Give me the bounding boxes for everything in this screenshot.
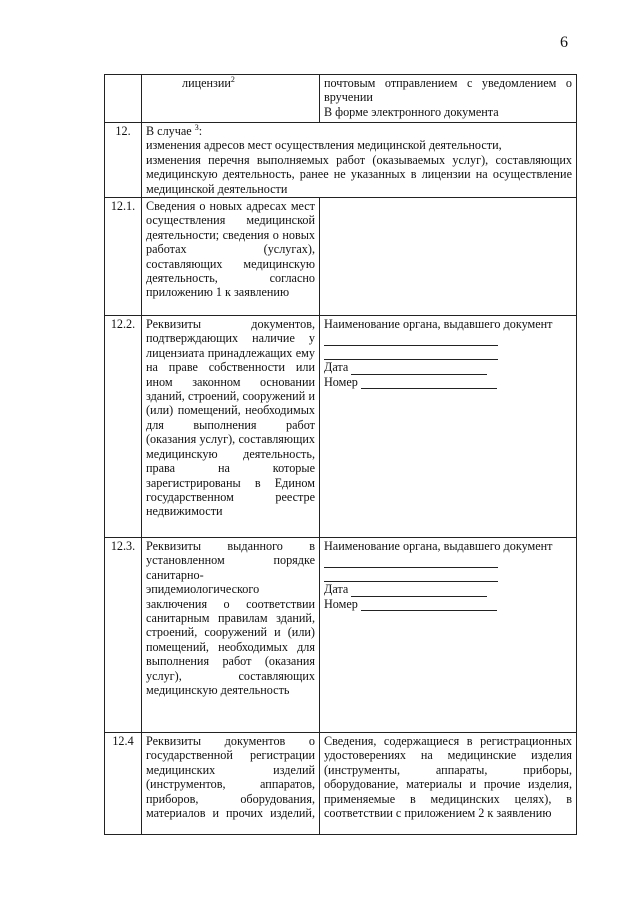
table-row-12-1 [105, 198, 577, 316]
number-input-line[interactable] [361, 377, 497, 389]
row-number: 12.3. [105, 538, 142, 733]
table-row-12-2 [105, 316, 577, 538]
license-label: лицензии [182, 76, 231, 90]
delivery-by-mail: почтовым отправлением с уведомлением о вручении [324, 76, 572, 105]
row-number: 12.2. [105, 316, 142, 538]
date-input-line[interactable] [351, 363, 487, 375]
issuer-input-line-1[interactable] [324, 334, 498, 346]
left-cell [142, 75, 320, 123]
row-number-cell [105, 75, 142, 123]
delivery-electronic: В форме электронного документа [324, 104, 499, 119]
page-number: 6 [560, 34, 568, 51]
table-row-license-delivery [105, 75, 577, 123]
row-12-3-document-fields [320, 538, 577, 733]
date-label: Дата [324, 582, 349, 597]
footnote-ref: 2 [230, 74, 235, 84]
issuer-input-line-1[interactable] [324, 556, 498, 568]
row-12-3-description: Реквизиты выданного в установленном порядке санитарно-эпидемиологического заключения о соответствии санитарным правилам зданий, строений, сооружений и (или) помещений, необходимых для выполнения работ (оказания услуг), составляющих медицинскую деятельность [142, 538, 320, 733]
row-12-2-document-fields [320, 316, 577, 538]
issuer-label: Наименование органа, выдавшего документ [324, 317, 553, 332]
table-row-12-4 [105, 733, 577, 835]
number-label: Номер [324, 374, 358, 389]
table-row-12-3 [105, 538, 577, 733]
number-input-line[interactable] [361, 599, 497, 611]
row-12-case-1: изменения адресов мест осуществления медицинской деятельности, [146, 138, 502, 153]
issuer-input-line-2[interactable] [324, 348, 498, 360]
row-12-4-details: Сведения, содержащиеся в регистрационных удостоверениях на медицинские изделия (инструменты, аппараты, приборы, оборудование, материалы и прочие изделия, применяемые в медицинских целях), в соответствии с приложением 2 к заявлению [320, 733, 577, 835]
row-number: 12.4 [105, 733, 142, 835]
issuer-input-line-2[interactable] [324, 570, 498, 582]
row-12-1-value [320, 198, 577, 316]
date-label: Дата [324, 360, 349, 375]
row-12-4-description: Реквизиты документов о государственной регистрации медицинских изделий (инструментов, аппаратов, приборов, оборудования, материалов и прочих изделий, [142, 733, 320, 835]
row-12-case-2: изменения перечня выполняемых работ (оказываемых услуг), составляющих медицинскую деятельность, ранее не указанных в лицензии на осуществление медицинской деятельности [146, 152, 572, 196]
row-number: 12.1. [105, 198, 142, 316]
number-label: Номер [324, 596, 358, 611]
application-form-table [104, 74, 577, 835]
row-12-2-description: Реквизиты документов, подтверждающих наличие у лицензиата принадлежащих ему на праве собственности или ином законном основании зданий, строений, сооружений и (или) помещений, необходимых для выполнения работ (оказания услуг), составляющих медицинскую деятельность, права на которые зарегистрированы в Едином государственном реестре недвижимости [142, 316, 320, 538]
row-12-content [142, 123, 577, 198]
table-row-12 [105, 123, 577, 198]
row-12-1-description: Сведения о новых адресах мест осуществления медицинской деятельности; сведения о новых работах (услугах), составляющих медицинскую деятельность, согласно приложению 1 к заявлению [142, 198, 320, 316]
delivery-method-cell [320, 75, 577, 123]
date-input-line[interactable] [351, 585, 487, 597]
row-number: 12. [105, 123, 142, 198]
row-12-intro: В случае $^3$: [146, 122, 203, 138]
issuer-label: Наименование органа, выдавшего документ [324, 539, 553, 554]
